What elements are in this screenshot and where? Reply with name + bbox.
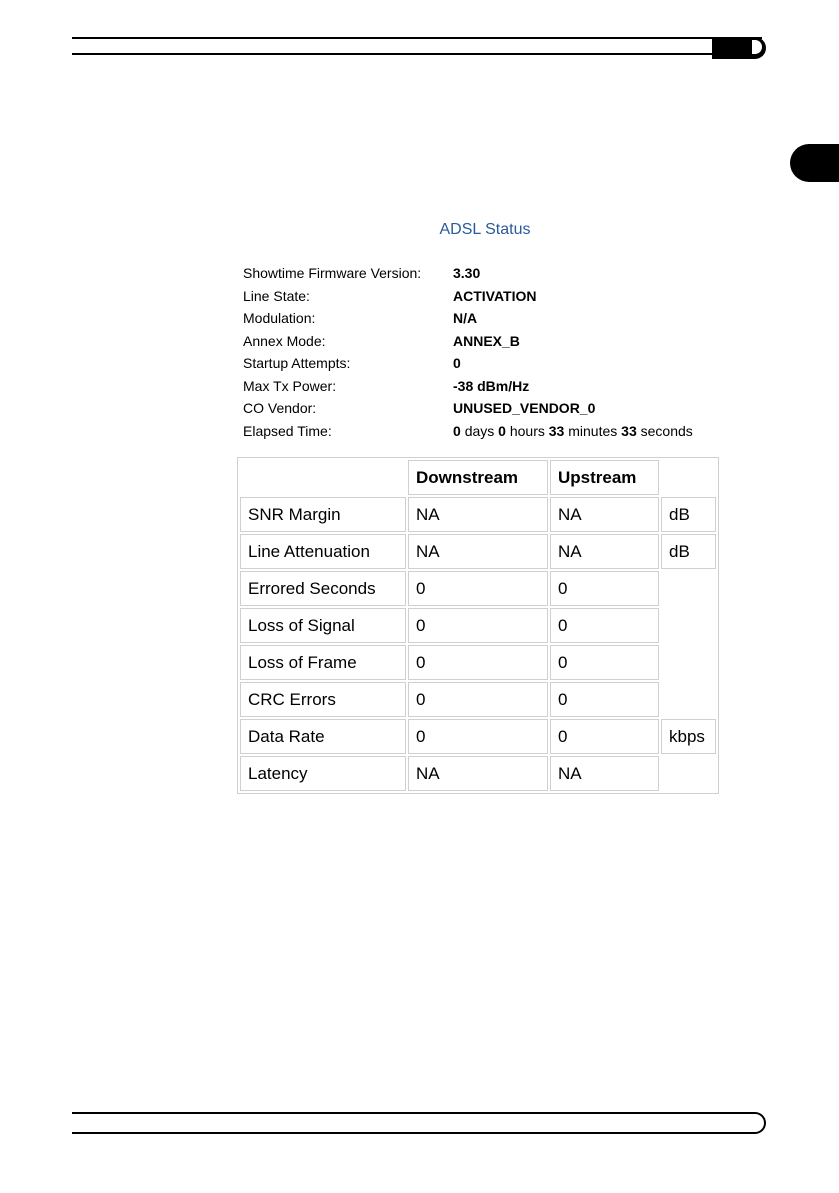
- row-name: Line Attenuation: [240, 534, 406, 569]
- row-downstream: 0: [408, 571, 548, 606]
- row-upstream: NA: [550, 756, 659, 791]
- info-row: [243, 307, 693, 330]
- page-title: ADSL Status: [439, 221, 531, 238]
- table-header-row: [240, 460, 716, 495]
- status-info-table: [243, 262, 693, 442]
- row-upstream: NA: [550, 497, 659, 532]
- table-row: [240, 608, 716, 643]
- row-unit: dB: [661, 534, 716, 569]
- info-value: ACTIVATION: [453, 287, 537, 304]
- row-unit: kbps: [661, 719, 716, 754]
- elapsed-seconds: 33: [621, 422, 637, 439]
- table-row: [240, 571, 716, 606]
- info-label: Annex Mode:: [243, 332, 326, 349]
- elapsed-row: [243, 420, 693, 443]
- info-row: [243, 285, 693, 308]
- row-downstream: NA: [408, 756, 548, 791]
- elapsed-value: [453, 420, 693, 443]
- row-unit: [661, 756, 716, 791]
- row-name: Loss of Frame: [240, 645, 406, 680]
- info-row: [243, 330, 693, 353]
- info-label: Max Tx Power:: [243, 377, 337, 394]
- chapter-tab: [790, 144, 839, 182]
- table-row: [240, 756, 716, 791]
- table-row: [240, 534, 716, 569]
- row-name: SNR Margin: [240, 497, 406, 532]
- info-value: UNUSED_VENDOR_0: [453, 400, 596, 417]
- row-downstream: NA: [408, 497, 548, 532]
- elapsed-seconds-unit: seconds: [640, 422, 693, 439]
- elapsed-minutes-unit: minutes: [568, 422, 618, 439]
- elapsed-days-unit: days: [464, 422, 495, 439]
- info-label: Startup Attempts:: [243, 355, 351, 372]
- info-value: 3.30: [453, 265, 481, 282]
- row-upstream: NA: [550, 534, 659, 569]
- row-name: Data Rate: [240, 719, 406, 754]
- footer-rule: [72, 1112, 766, 1134]
- elapsed-hours-unit: hours: [509, 422, 545, 439]
- row-unit: [661, 608, 716, 643]
- row-unit: [661, 682, 716, 717]
- table-row: [240, 645, 716, 680]
- row-upstream: 0: [550, 571, 659, 606]
- info-label: CO Vendor:: [243, 400, 317, 417]
- elapsed-minutes: 33: [548, 422, 565, 439]
- row-unit: [661, 571, 716, 606]
- info-label: Modulation:: [243, 310, 316, 327]
- info-value: N/A: [453, 310, 478, 327]
- header-downstream: Downstream: [408, 460, 548, 495]
- header-blank: [240, 460, 406, 495]
- row-downstream: 0: [408, 645, 548, 680]
- table-row: [240, 497, 716, 532]
- info-label: Line State:: [243, 287, 310, 304]
- table-row: [240, 682, 716, 717]
- elapsed-hours: 0: [498, 422, 506, 439]
- info-row: [243, 397, 693, 420]
- row-downstream: 0: [408, 608, 548, 643]
- info-label: Showtime Firmware Version:: [243, 265, 422, 282]
- row-upstream: 0: [550, 719, 659, 754]
- header-unit-blank: [661, 460, 716, 495]
- info-row: [243, 375, 693, 398]
- row-name: CRC Errors: [240, 682, 406, 717]
- info-row: [243, 352, 693, 375]
- info-value: ANNEX_B: [453, 332, 520, 349]
- info-value: 0: [453, 355, 461, 372]
- row-unit: [661, 645, 716, 680]
- row-downstream: 0: [408, 719, 548, 754]
- row-downstream: 0: [408, 682, 548, 717]
- row-unit: dB: [661, 497, 716, 532]
- row-upstream: 0: [550, 645, 659, 680]
- header-rule: [72, 37, 762, 55]
- header-upstream: Upstream: [550, 460, 659, 495]
- table-row: [240, 719, 716, 754]
- row-name: Loss of Signal: [240, 608, 406, 643]
- row-upstream: 0: [550, 682, 659, 717]
- row-downstream: NA: [408, 534, 548, 569]
- info-row: [243, 262, 693, 285]
- row-upstream: 0: [550, 608, 659, 643]
- line-statistics-table: [237, 457, 719, 794]
- elapsed-days: 0: [453, 422, 461, 439]
- elapsed-label: Elapsed Time:: [243, 422, 332, 439]
- info-value: -38 dBm/Hz: [453, 377, 530, 394]
- row-name: Latency: [240, 756, 406, 791]
- row-name: Errored Seconds: [240, 571, 406, 606]
